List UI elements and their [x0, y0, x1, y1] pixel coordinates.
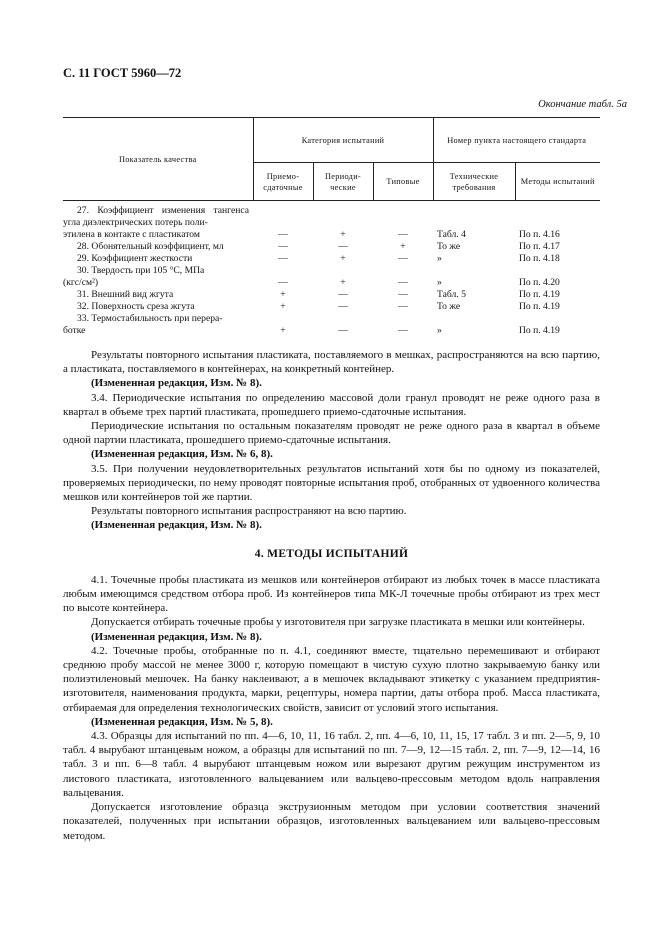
amendment-note: (Измененная редакция, Изм. № 6, 8).: [91, 448, 273, 461]
indicator-text: 29. Коэффициент жесткости: [77, 253, 193, 264]
amendment-note: (Измененная редакция, Изм. № 5, 8).: [91, 715, 273, 728]
tech-req-cell: »: [437, 253, 442, 264]
table-body: [63, 201, 600, 338]
col-category-header: Категория испытаний: [253, 118, 433, 163]
quality-indicator-cell: [63, 253, 253, 265]
type-cell: +: [400, 241, 406, 252]
method-cell: По п. 4.20: [519, 277, 560, 288]
table-row: [63, 313, 600, 337]
amendment-note: (Измененная редакция, Изм. № 8).: [91, 519, 262, 532]
periodic-cell: +: [340, 277, 346, 288]
method-cell: По п. 4.19: [519, 301, 560, 312]
indicator-text: 31. Внешний вид жгута: [77, 289, 174, 300]
acceptance-cell: +: [280, 325, 286, 336]
subcol-methods: Методы испытаний: [515, 163, 600, 201]
periodic-cell: +: [340, 253, 346, 264]
acceptance-cell: —: [278, 277, 288, 288]
periodic-cell: +: [340, 229, 346, 240]
tech-req-cell: Табл. 5: [437, 289, 466, 300]
paragraph: 4.1. Точечные пробы пластиката из мешков или контейнеров отбирают из любых точек в массе пластиката любым имеющимся средством отбора проб. Из контейнеров типа МК-Л точечные пробы отбирают из трех мест по высоте контейнера.: [63, 573, 600, 615]
col-quality-header: Показатель качества: [63, 118, 253, 201]
tech-req-cell: »: [437, 277, 442, 288]
table-caption: Окончание табл. 5а: [538, 99, 627, 110]
paragraph: Допускается отбирать точечные пробы у изготовителя при загрузке пластиката в мешки или контейнеры.: [91, 616, 585, 629]
type-cell: —: [398, 325, 408, 336]
col-clause-header: Номер пункта настоящего стандарта: [433, 118, 600, 163]
amendment-note: (Измененная редакция, Изм. № 8).: [91, 377, 262, 390]
paragraph: Периодические испытания по остальным показателям проводят не реже одного раза в квартал в объеме одной партии пластиката, прошедшего приемо-сдаточные испытания.: [63, 420, 600, 447]
paragraph: Результаты повторного испытания пластиката, поставляемого в мешках, распространяются на всю партию, а пластиката, поставляемого в контейнерах, на конкретный контейнер.: [63, 349, 600, 376]
quality-indicator-cell: [63, 313, 253, 337]
subcol-type: Типовые: [373, 163, 433, 201]
acceptance-cell: —: [278, 241, 288, 252]
body-text: [63, 348, 600, 843]
method-cell: По п. 4.18: [519, 253, 560, 264]
type-cell: —: [398, 229, 408, 240]
acceptance-cell: —: [278, 253, 288, 264]
quality-indicator-cell: [63, 265, 253, 289]
periodic-cell: —: [338, 241, 348, 252]
quality-indicator-cell: [63, 241, 253, 253]
paragraph: 4.3. Образцы для испытаний по пп. 4—6, 10, 11, 16 табл. 2, пп. 4—6, 10, 11, 15, 17 табл. 3 и пп. 2—5, 9, 10 табл. 4 вырубают штанцевым ножом, а образцы для испытаний по пп. 7—9, 12—15 табл. 2, пп. 7—9, 12—14, 16 табл. 3 и пп. 6—8 табл. 4 вырубают штанцевым ножом или вырезают другим режущим инструментом из листового пластиката, изготовленного вальцеванием или вальцево-прессовым методом вдоль направления вальцевания.: [63, 730, 600, 799]
acceptance-cell: +: [280, 289, 286, 300]
subcol-acceptance: Приемо-сдаточные: [253, 163, 313, 201]
paragraph: 4.2. Точечные пробы, отобранные по п. 4.1, соединяют вместе, тщательно перемешивают и отбирают среднюю пробу массой не менее 3000 г, которую помещают в чистую сухую плотно закрываемую банку или полиэтиленовый мешочек. На банку наклеивают, а в мешочек вкладывают этикетку с указанием предприятия-изготовителя, наименования продукта, марки, рецептуры, номера партии, даты отбора проб. Масса пластиката, отбираемая для определения технологических свойств, зависит от условий этого испытания.: [63, 644, 600, 714]
indicator-text: 28. Обонятельный коэффициент, мл: [77, 241, 224, 252]
indicator-text: 30. Твердость при 105 °С, МПа: [77, 265, 205, 276]
periodic-cell: —: [338, 301, 348, 312]
amendment-note: (Измененная редакция, Изм. № 8).: [91, 630, 262, 643]
type-cell: —: [398, 277, 408, 288]
periodic-cell: —: [338, 289, 348, 300]
table-row: [63, 241, 600, 253]
subcol-tech: Технические требования: [433, 163, 515, 201]
quality-indicator-cell: [63, 289, 253, 301]
tech-req-cell: Табл. 4: [437, 229, 466, 240]
quality-table: [63, 117, 600, 337]
quality-indicator-cell: [63, 301, 253, 313]
acceptance-cell: —: [278, 229, 288, 240]
indicator-text: 32. Поверхность среза жгута: [77, 301, 195, 312]
type-cell: —: [398, 301, 408, 312]
tech-req-cell: То же: [437, 241, 461, 252]
method-cell: По п. 4.16: [519, 229, 560, 240]
tech-req-cell: То же: [437, 301, 461, 312]
type-cell: —: [398, 253, 408, 264]
indicator-text: (кгс/см²): [63, 277, 99, 288]
method-cell: По п. 4.19: [519, 325, 560, 336]
indicator-text: 33. Термостабильность при перера-: [77, 313, 223, 324]
table-row: [63, 253, 600, 265]
table-row: [63, 265, 600, 289]
method-cell: По п. 4.17: [519, 241, 560, 252]
periodic-cell: —: [338, 325, 348, 336]
tech-req-cell: »: [437, 325, 442, 336]
indicator-text: ботке: [63, 325, 86, 336]
paragraph: 3.5. При получении неудовлетворительных результатов испытаний хотя бы по одному из показателей, проверяемых периодически, по нему проводят повторные испытания проб, отобранных от удвоенного количества мешков или контейнеров той же партии.: [63, 462, 600, 504]
acceptance-cell: +: [280, 301, 286, 312]
quality-indicator-cell: [63, 201, 253, 242]
method-cell: По п. 4.19: [519, 289, 560, 300]
table-row: [63, 201, 600, 242]
indicator-text: 27. Коэффициент изменения тангенса угла диэлектрических потерь поли-: [63, 205, 249, 228]
subcol-periodic: Периоди-ческие: [313, 163, 373, 201]
paragraph: Результаты повторного испытания распространяют на всю партию.: [91, 505, 407, 518]
page-header: С. 11 ГОСТ 5960—72: [63, 66, 182, 80]
paragraph: Допускается изготовление образца экструзионным методом при условии соответствия значений показателей, полученных при испытании образцов, изготовленных вальцеванием или вальцево-прессовым методом.: [63, 801, 600, 842]
section-heading: 4. МЕТОДЫ ИСПЫТАНИЙ: [254, 547, 409, 560]
paragraph: 3.4. Периодические испытания по определению массовой доли гранул проводят не реже одного раза в квартал в объеме трех партий пластиката, прошедшего приемо-сдаточные испытания.: [63, 391, 600, 418]
table-row: [63, 289, 600, 301]
type-cell: —: [398, 289, 408, 300]
table-row: [63, 301, 600, 313]
indicator-text: этилена в контакте с пластикатом: [63, 229, 200, 240]
